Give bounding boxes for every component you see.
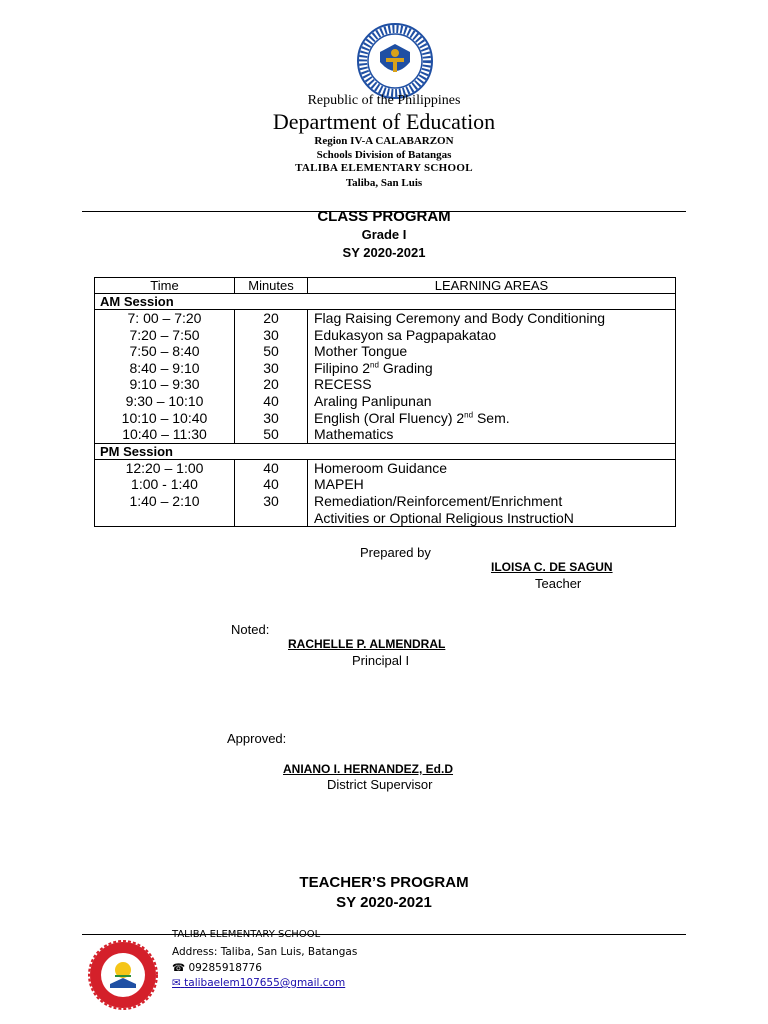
column-header-minutes: Minutes <box>235 278 308 294</box>
prepared-by-role: Teacher <box>535 576 582 591</box>
am-minutes: 30 <box>263 359 279 376</box>
pm-session-label: PM Session <box>95 443 676 459</box>
am-area: Flag Raising Ceremony and Body Conditioning <box>314 310 606 326</box>
am-area-text: Filipino 2 <box>314 359 371 376</box>
am-area: RECESS <box>314 376 372 393</box>
pm-time-spacer <box>95 510 234 527</box>
phone-number: 09285918776 <box>188 962 262 974</box>
am-time: 7: 00 – 7:20 <box>127 310 202 326</box>
pm-minutes-cell <box>235 459 308 526</box>
am-minutes: 20 <box>263 310 279 326</box>
am-minutes: 30 <box>263 409 279 426</box>
class-program-sy: SY 2020-2021 <box>342 245 426 260</box>
prepared-by-label: Prepared by <box>360 545 431 560</box>
am-area-text: English (Oral Fluency) 2 <box>314 409 465 426</box>
division-label: Schools Division of Batangas <box>316 149 452 161</box>
am-areas-cell <box>308 310 676 444</box>
footer-phone <box>172 962 262 974</box>
am-session-label: AM Session <box>95 294 676 310</box>
footer-email[interactable] <box>172 977 345 989</box>
am-area-text: Sem. <box>473 409 510 426</box>
approved-role: District Supervisor <box>327 777 433 792</box>
approved-name: ANIANO I. HERNANDEZ, Ed.D <box>283 762 454 776</box>
pm-time: 1:00 - 1:40 <box>131 476 198 493</box>
pm-time: 12:20 – 1:00 <box>125 459 204 476</box>
envelope-icon: ✉ <box>172 977 181 989</box>
am-area-text: Grading <box>378 359 433 376</box>
am-minutes: 50 <box>263 343 279 360</box>
am-time: 10:10 – 10:40 <box>121 409 208 426</box>
pm-areas-cell <box>308 459 676 526</box>
pm-session-row <box>95 443 676 459</box>
pm-area: Activities or Optional Religious InstructioN <box>314 509 574 526</box>
pm-times-cell <box>95 459 235 526</box>
noted-name: RACHELLE P. ALMENDRAL <box>288 637 446 651</box>
town-label: Taliba, San Luis <box>345 177 423 189</box>
pm-minutes: 30 <box>263 492 279 509</box>
am-area <box>314 410 675 427</box>
region-label: Region IV-A CALABARZON <box>314 135 454 147</box>
teachers-program-title: TEACHER’S PROGRAM <box>299 874 469 891</box>
am-time: 9:10 – 9:30 <box>129 376 200 393</box>
am-time: 7:50 – 8:40 <box>129 343 200 360</box>
approved-label: Approved: <box>227 731 287 746</box>
class-program-table <box>94 277 676 527</box>
prepared-by-name: ILOISA C. DE SAGUN <box>491 560 613 574</box>
department-title: Department of Education <box>272 109 496 134</box>
am-time: 9:30 – 10:10 <box>125 392 204 409</box>
ordinal-suffix: nd <box>464 409 474 419</box>
am-minutes: 30 <box>263 326 279 343</box>
phone-icon: ☎ <box>172 962 186 974</box>
ordinal-suffix: nd <box>370 360 379 370</box>
noted-role: Principal I <box>352 653 410 668</box>
am-session-block <box>95 310 676 444</box>
teachers-program-sy: SY 2020-2021 <box>336 894 432 911</box>
deped-seal-icon <box>356 22 434 100</box>
school-logo-icon <box>88 940 158 1010</box>
pm-minutes: 40 <box>263 459 279 476</box>
am-session-row <box>95 294 676 310</box>
pm-minutes: 40 <box>263 476 279 493</box>
am-time: 8:40 – 9:10 <box>129 359 200 376</box>
pm-time: 1:40 – 2:10 <box>129 492 200 509</box>
pm-area: Remediation/Reinforcement/Enrichment <box>314 492 563 509</box>
pm-area: MAPEH <box>314 476 364 493</box>
am-minutes: 50 <box>263 426 279 443</box>
am-time: 10:40 – 11:30 <box>122 426 207 443</box>
footer-school-name: TALIBA ELEMENTARY SCHOOL <box>172 929 321 940</box>
republic-label: Republic of the Philippines <box>307 93 461 108</box>
am-area <box>314 360 675 377</box>
am-area: Edukasyon sa Pagpapakatao <box>314 326 497 343</box>
am-time: 7:20 – 7:50 <box>129 326 200 343</box>
class-program-grade: Grade I <box>361 227 407 242</box>
footer-address: Address: Taliba, San Luis, Batangas <box>172 946 358 958</box>
column-header-time: Time <box>95 278 235 294</box>
table-header-row <box>95 278 676 294</box>
am-minutes-cell <box>235 310 308 444</box>
pm-area: Homeroom Guidance <box>314 459 448 476</box>
am-times-cell <box>95 310 235 444</box>
school-name: TALIBA ELEMENTARY SCHOOL <box>295 162 473 174</box>
column-header-learning-areas: LEARNING AREAS <box>308 278 676 294</box>
pm-session-block <box>95 459 676 526</box>
am-area: Mother Tongue <box>314 343 408 360</box>
am-area: Araling Panlipunan <box>314 392 432 409</box>
email-link[interactable]: talibaelem107655@gmail.com <box>184 977 346 989</box>
am-minutes: 40 <box>263 392 279 409</box>
am-area: Mathematics <box>314 426 394 443</box>
noted-label: Noted: <box>231 622 270 637</box>
am-minutes: 20 <box>263 376 279 393</box>
class-program-title: CLASS PROGRAM <box>317 208 451 225</box>
